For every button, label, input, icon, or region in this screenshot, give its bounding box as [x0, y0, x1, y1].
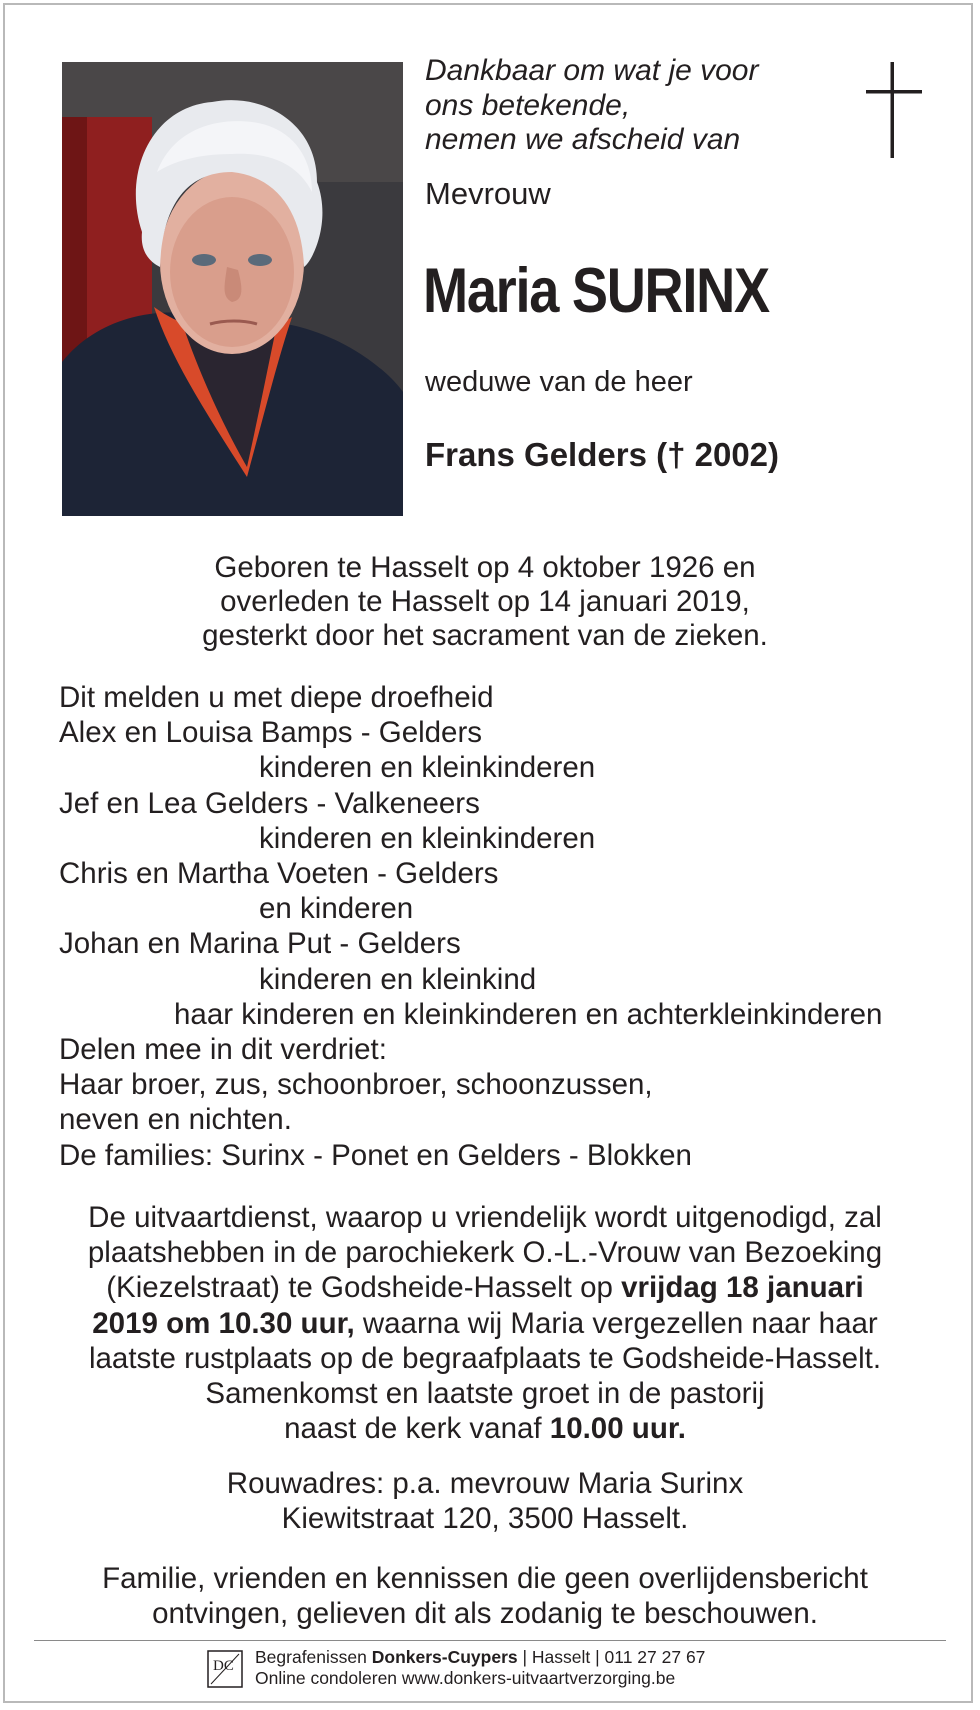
relatives-line: Haar broer, zus, schoonbroer, schoonzussen,	[59, 1068, 653, 1102]
share-label: Delen mee in dit verdriet:	[59, 1033, 387, 1067]
family-names: Alex en Louisa Bamps - Gelders	[59, 716, 483, 750]
funeral-date: vrijdag 18 januari	[621, 1271, 864, 1305]
notice-line: ontvingen, gelieven dit als zodanig te beschouwen.	[152, 1597, 818, 1630]
intro-line: ons betekende,	[425, 88, 631, 122]
funeral-line: De uitvaartdienst, waarop u vriendelijk wordt uitgenodigd, zal	[88, 1201, 882, 1234]
birth-death-line: overleden te Hasselt op 14 januari 2019,	[220, 585, 750, 618]
address-line: Kiewitstraat 120, 3500 Hasselt.	[281, 1502, 689, 1535]
family-names: Jef en Lea Gelders - Valkeneers	[59, 786, 480, 820]
funeral-text: naast de kerk vanaf	[284, 1412, 550, 1446]
logo-letter-d: DC	[213, 1658, 234, 1674]
company-name: Donkers-Cuypers	[371, 1647, 518, 1667]
funeral-line: Samenkomst en laatste groet in de pastorij	[205, 1377, 765, 1411]
footer-prefix: Begrafenissen	[255, 1647, 372, 1667]
latin-cross-icon	[866, 62, 922, 158]
funeral-home-logo-icon	[207, 1650, 243, 1688]
family-relation: kinderen en kleinkinderen	[259, 751, 596, 785]
funeral-line	[0, 1270, 970, 1305]
footer-company-line	[255, 1647, 705, 1668]
funeral-line	[0, 1411, 970, 1446]
family-relation: en kinderen	[259, 892, 414, 926]
address-line: Rouwadres: p.a. mevrouw Maria Surinx	[226, 1467, 744, 1500]
intro-line: nemen we afscheid van	[425, 123, 741, 156]
family-relation: kinderen en kleinkind	[259, 962, 537, 996]
mourning-address	[0, 1466, 970, 1536]
portrait-photo	[62, 62, 403, 516]
funeral-text: (Kiezelstraat) te Godsheide-Hasselt op	[106, 1271, 622, 1305]
footer-text	[255, 1647, 705, 1689]
funeral-info	[0, 1200, 970, 1446]
husband-name: Frans Gelders († 2002)	[425, 436, 780, 473]
intro-line: Dankbaar om wat je voor	[425, 54, 759, 87]
birth-death-line: gesterkt door het sacrament van de zieken.	[202, 619, 768, 652]
notice-text	[0, 1561, 970, 1631]
family-relation: kinderen en kleinkinderen	[259, 821, 596, 855]
funeral-text: waarna wij Maria vergezellen naar haar	[354, 1306, 878, 1340]
intro-text	[425, 54, 759, 158]
funeral-time: 2019 om 10.30 uur,	[92, 1306, 355, 1340]
relatives-line: neven en nichten.	[59, 1103, 292, 1137]
birth-death-line: Geboren te Hasselt op 4 oktober 1926 en	[214, 551, 756, 584]
funeral-line: laatste rustplaats op de begraafplaats te Godsheide-Hasselt.	[88, 1341, 882, 1375]
funeral-line: plaatshebben in de parochiekerk O.-L.-Vrouw van Bezoeking	[87, 1236, 883, 1270]
footer-details: | Hasselt | 011 27 27 67	[517, 1647, 706, 1667]
footer-condolence-link[interactable]: Online condoleren www.donkers-uitvaartverzorging.be	[255, 1668, 676, 1688]
family-list	[59, 680, 882, 1173]
title-prefix: Mevrouw	[425, 176, 551, 211]
gathering-time: 10.00 uur.	[549, 1412, 686, 1446]
family-summary: haar kinderen en kleinkinderen en achterkleinkinderen	[174, 997, 883, 1031]
family-names: Johan en Marina Put - Gelders	[59, 927, 461, 961]
widow-label: weduwe van de heer	[425, 366, 693, 398]
announcement-line: Dit melden u met diepe droefheid	[59, 681, 494, 714]
families-line: De families: Surinx - Ponet en Gelders - Blokken	[59, 1138, 692, 1172]
funeral-line	[0, 1306, 970, 1341]
family-names: Chris en Martha Voeten - Gelders	[59, 857, 499, 891]
birth-death-text	[0, 551, 970, 653]
deceased-name: Maria SURINX	[423, 256, 769, 326]
footer-divider	[34, 1640, 946, 1641]
notice-line: Familie, vrienden en kennissen die geen overlijdensbericht	[102, 1562, 868, 1595]
